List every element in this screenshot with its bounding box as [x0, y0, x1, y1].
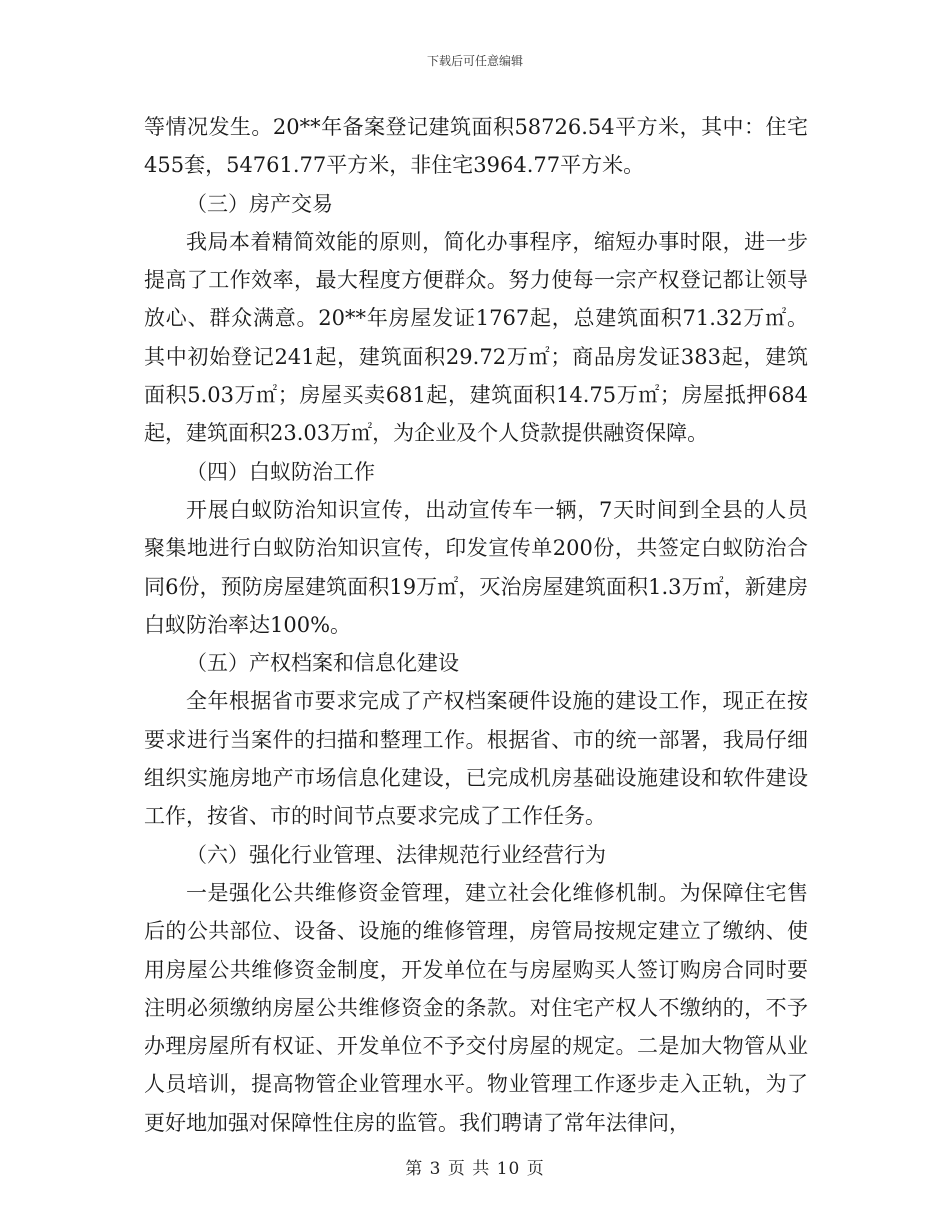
paragraph-industry-management: 一是强化公共维修资金管理，建立社会化维修机制。为保障住宅售后的公共部位、设备、设施的维修管理，房管局按规定建立了缴纳、使用房屋公共维修资金制度，开发单位在与房屋购买人签订购房合同时要注明必须缴纳房屋公共维修资金的条款。对住宅产权人不缴纳的，不予办理房屋所有权证、开发单位不予交付房屋的规定。二是加大物管从业人员培训，提高物管企业管理水平。物业管理工作逐步走入正轨，为了更好地加强对保障性住房的监管。我们聘请了常年法律问，: [144, 880, 808, 1135]
document-body: [144, 108, 808, 1142]
section-heading-6: （六）强化行业管理、法律规范行业经营行为: [186, 842, 606, 867]
paragraph-continued: 等情况发生。20**年备案登记建筑面积58726.54平方米，其中：住宅455套，54761.77平方米，非住宅3964.77平方米。: [144, 115, 808, 178]
section-heading-5: （五）产权档案和信息化建设: [186, 651, 459, 676]
section-heading-3: （三）房产交易: [186, 191, 333, 216]
page-header-note: 下载后可任意编辑: [426, 54, 523, 68]
page-number-footer: 第 3 页 共 10 页: [405, 1159, 545, 1179]
paragraph-termite-control: 开展白蚁防治知识宣传，出动宣传车一辆，7天时间到全县的人员聚集地进行白蚁防治知识宣传，印发宣传单200份，共签定白蚁防治合同6份，预防房屋建筑面积19万㎡，灭治房屋建筑面积1.3万㎡，新建房白蚁防治率达100%。: [144, 497, 808, 637]
paragraph-archives: 全年根据省市要求完成了产权档案硬件设施的建设工作，现正在按要求进行当案件的扫描和整理工作。根据省、市的统一部署，我局仔细组织实施房地产市场信息化建设，已完成机房基础设施建设和软件建设工作，按省、市的时间节点要求完成了工作任务。: [144, 689, 808, 829]
paragraph-property-trade: 我局本着精简效能的原则，简化办事程序，缩短办事时限，进一步提高了工作效率，最大程度方便群众。努力使每一宗产权登记都让领导放心、群众满意。20**年房屋发证1767起，总建筑面积71.32万㎡。其中初始登记241起，建筑面积29.72万㎡；商品房发证383起，建筑面积5.03万㎡；房屋买卖681起，建筑面积14.75万㎡；房屋抵押684起，建筑面积23.03万㎡，为企业及个人贷款提供融资保障。: [144, 229, 808, 446]
section-heading-4: （四）白蚁防治工作: [186, 459, 375, 484]
